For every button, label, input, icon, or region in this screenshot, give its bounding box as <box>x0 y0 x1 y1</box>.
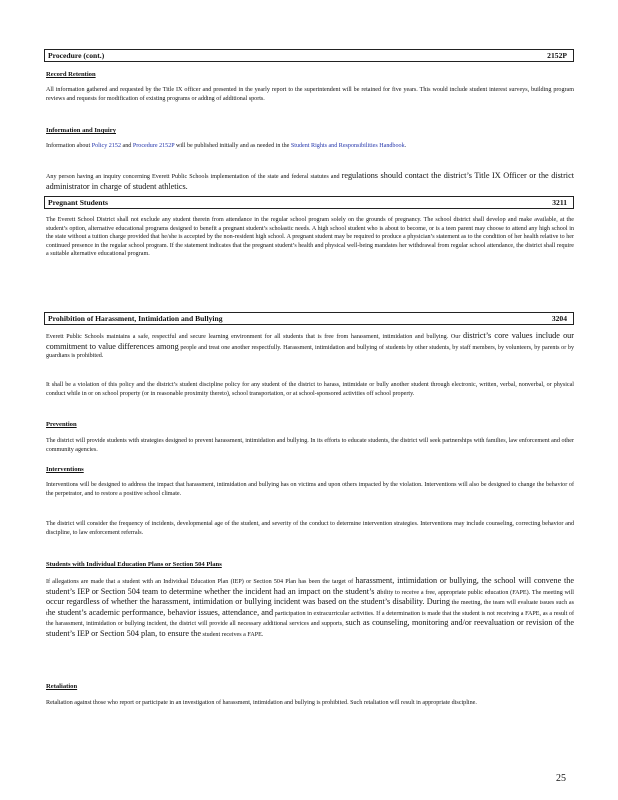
information-inquiry-paragraph-2: Any person having an inquiry concerning Everett Public Schools implementation of the state and federal statutes and regulations should contact the district’s Title IX Officer or the district administrator in charge of student athletics. <box>46 171 574 191</box>
prohibition-paragraph-1: Everett Public Schools maintains a safe, respectful and secure learning environment for all students that is free from harassment, intimidation and bullying. Our district’s core values include our commitment to value differences among people and treat one another respectfully. Harassment, intimidation and bullying of students by other students, by staff members, by volunteers, by parents or by guardians is prohibited. <box>46 331 575 360</box>
student-rights-handbook-link[interactable]: Student Rights and Responsibilities Handbook <box>290 143 405 149</box>
interventions-paragraph-2: The district will consider the frequency of incidents, developmental age of the student, and severity of the conduct to determine intervention strategies. Interventions may include counseling, correcting behavior and discipline, to law enforcement referrals. <box>46 521 574 536</box>
prevention-heading: Prevention <box>46 421 77 428</box>
pregnant-students-title: Pregnant Students <box>48 198 108 207</box>
prohibition-code: 3204 <box>551 314 567 323</box>
procedure-header-title: Procedure (cont.) <box>48 51 105 60</box>
record-retention-heading: Record Retention <box>46 71 96 78</box>
information-inquiry-paragraph-1: Information about Policy 2152 and Procedure 2152P will be published initially and as needed in the Student Rights and Responsibilities Handbook. <box>46 143 407 149</box>
policy-2152-link[interactable]: Policy 2152 <box>91 143 121 149</box>
page-number: 25 <box>556 773 566 784</box>
interventions-heading: Interventions <box>46 466 84 473</box>
procedure-header-bar <box>44 49 574 62</box>
prevention-text: The district will provide students with strategies designed to prevent harassment, intimidation and bullying. In its efforts to educate students, the district will seek partnerships with families, law enforcement and other community agencies. <box>46 438 574 453</box>
pregnant-students-bar <box>44 196 574 209</box>
prohibition-paragraph-2: It shall be a violation of this policy and the district’s student discipline policy for any student of the district to harass, intimidate or bully another student through electronic, written, verbal, nonverbal, or physical conduct while in or on school property (or in reasonable proximity thereto), school transportation, or at school-sponsored activities off school property. <box>46 382 574 397</box>
iep-504-text: If allegations are made that a student with an Individual Education Plan (IEP) or Section 504 Plan has been the target of harassment, intimidation or bullying, the school will convene the student’s IEP or Section 504 team to determine whether the incident had an impact on the student’s ability to receive a free, appropriate public education (FAPE). The meeting will occur regardless of whether the harassment, intimidation or bullying incident was based on the student’s disability. During the meeting, the team will evaluate issues such as the student’s academic performance, behavior issues, attendance, and participation in extracurricular activities. If a determination is made that the student is not receiving a FAPE, as a result of the harassment, intimidation or bullying incident, the district will provide all necessary additional services and supports, such as counseling, monitoring and/or reevaluation or revision of the student’s IEP or Section 504 plan, to ensure the student receives a FAPE. <box>46 576 574 638</box>
iep-504-heading: Students with Individual Education Plans or Section 504 Plans <box>46 561 222 568</box>
procedure-2152p-link[interactable]: Procedure 2152P <box>132 143 175 149</box>
pregnant-students-code: 3211 <box>552 198 567 207</box>
retaliation-text: Retaliation against those who report or participate in an investigation of harassment, intimidation and bullying is prohibited. Such retaliation will result in appropriate discipline. <box>46 700 477 706</box>
prohibition-title: Prohibition of Harassment, Intimidation and Bullying <box>48 314 223 323</box>
pregnant-students-text: The Everett School District shall not exclude any student therein from attendance in the regular school program solely on the grounds of pregnancy. The school district shall develop and make available, at the student’s option, alternative educational programs designed to benefit a pregnant student’s scholastic needs. A high school student who is about to become, or is a teen parent may choose to attend any high school in the state without a tuition charge provided that he/she is accepted by the non-resident high school. A pregnant student may be required to produce a physician’s statement as to the condition of her health relative to her continued presence in the regular school program. If the statement indicates that the pregnant student’s health and physical well-being mandates her withdrawal from regular school attendance, the district shall require a suitable alternative educational program. <box>46 217 574 258</box>
record-retention-text: All information gathered and requested by the Title IX officer and presented in the yearly report to the superintendent will be retained for five years. This would include student interest surveys, building program reviews and requests for modification of existing programs or adding of additional sports. <box>46 87 574 102</box>
retaliation-heading: Retaliation <box>46 683 78 690</box>
interventions-paragraph-1: Interventions will be designed to address the impact that harassment, intimidation and bullying has on victims and upon others impacted by the violation. Interventions will also be designed to change the behavior of the perpetrator, and to restore a positive school climate. <box>46 482 574 497</box>
procedure-header-code: 2152P <box>547 51 567 60</box>
information-inquiry-heading: Information and Inquiry <box>46 127 116 134</box>
prohibition-bar <box>44 312 574 325</box>
